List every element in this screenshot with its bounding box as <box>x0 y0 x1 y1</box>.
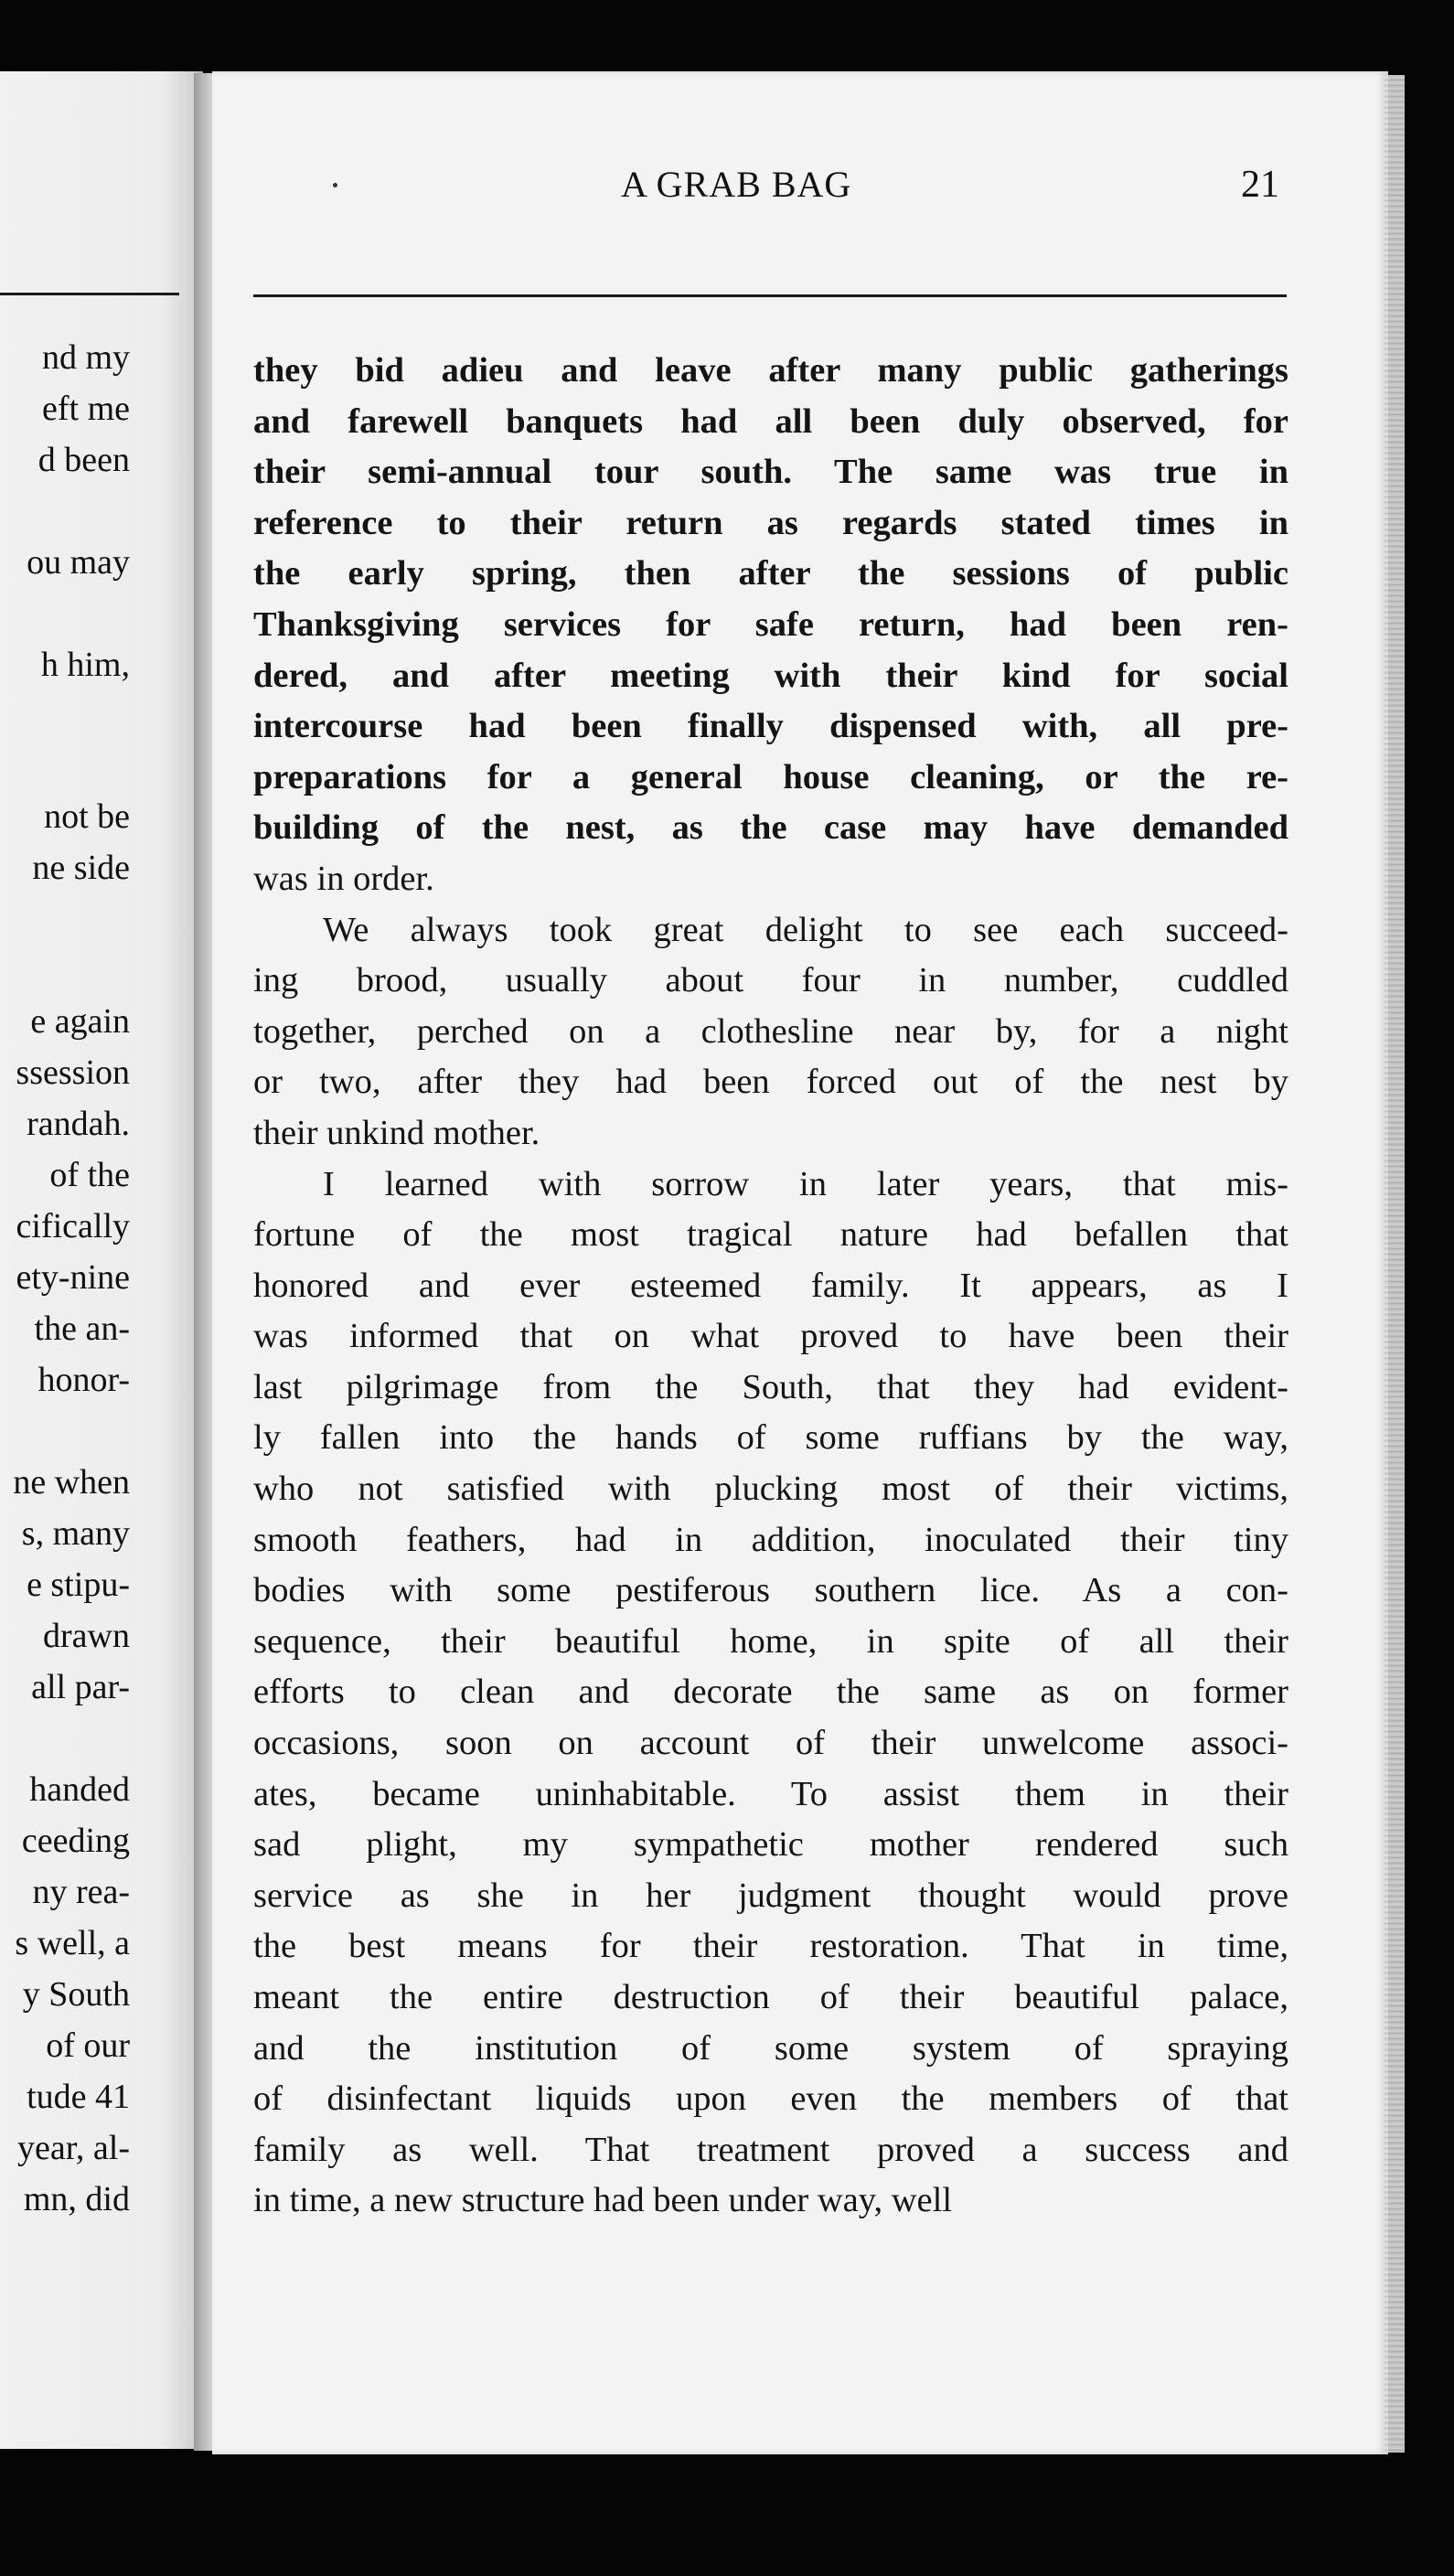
left-page-line: randah. <box>27 1105 130 1143</box>
text-line: efforts to clean and decorate the same as on former <box>253 1673 1288 1712</box>
text-line: reference to their return as regards stated times in <box>253 503 1288 542</box>
text-line: or two, after they had been forced out of the nest by <box>253 1063 1288 1102</box>
text-line: sad plight, my sympathetic mother rendered such <box>253 1825 1288 1865</box>
left-page-line: mn, did <box>23 2180 130 2218</box>
text-line: intercourse had been finally dispensed with, all pre- <box>253 707 1288 746</box>
left-page-line: e stipu- <box>27 1566 130 1604</box>
page-edges <box>1385 75 1405 2453</box>
text-line: service as she in her judgment thought would prove <box>253 1876 1288 1915</box>
text-line: the best means for their restoration. That in time, <box>253 1927 1288 1966</box>
text-line: honored and ever esteemed family. It appears, as I <box>253 1266 1288 1305</box>
dust-speck <box>333 183 337 187</box>
left-page-line: ceeding <box>21 1822 130 1860</box>
text-line: family as well. That treatment proved a success and <box>253 2130 1288 2169</box>
text-line: their unkind mother. <box>253 1113 540 1152</box>
left-page-line: drawn <box>43 1617 130 1655</box>
left-page-line: ou may <box>27 543 130 582</box>
left-page-line: eft me <box>41 390 130 428</box>
text-line: in time, a new structure had been under way, well <box>253 2181 953 2220</box>
paragraph <box>253 346 1288 905</box>
left-page-line: ny rea- <box>32 1873 130 1911</box>
left-page-line: of the <box>49 1156 130 1194</box>
left-page-line: ssession <box>16 1053 130 1092</box>
left-page-line: of our <box>46 2026 130 2065</box>
left-page-line: handed <box>29 1770 130 1809</box>
text-line: preparations for a general house cleaning, or the re- <box>253 757 1288 796</box>
running-head: A GRAB BAG <box>621 164 852 205</box>
text-line: and farewell banquets had all been duly observed, for <box>253 401 1288 441</box>
left-page-line: s, many <box>21 1514 130 1553</box>
text-line: was informed that on what proved to have been their <box>253 1317 1288 1356</box>
text-line: Thanksgiving services for safe return, had been ren- <box>253 604 1288 644</box>
paragraph <box>253 1160 1288 2227</box>
left-page-header-rule <box>0 293 179 295</box>
left-page-line: e again <box>30 1002 130 1041</box>
text-line: fortune of the most tragical nature had befallen that <box>253 1215 1288 1255</box>
left-page-line: d been <box>37 441 130 479</box>
left-page-line: s well, a <box>15 1924 130 1962</box>
text-line: was in order. <box>253 859 434 898</box>
text-line: building of the nest, as the case may have demanded <box>253 808 1288 848</box>
page-header <box>0 163 1289 218</box>
text-line: ly fallen into the hands of some ruffians by the way, <box>253 1418 1288 1458</box>
left-page-line: ne when <box>13 1463 130 1502</box>
text-line: I learned with sorrow in later years, that mis- <box>323 1164 1288 1203</box>
text-line: they bid adieu and leave after many public gatherings <box>253 351 1288 390</box>
text-line: their semi-annual tour south. The same was true in <box>253 453 1288 492</box>
left-page-line: year, al- <box>17 2129 130 2167</box>
text-line: and the institution of some system of spraying <box>253 2028 1288 2068</box>
text-line: meant the entire destruction of their beautiful palace, <box>253 1978 1288 2016</box>
header-rule <box>253 294 1287 297</box>
left-page-line: h him, <box>40 646 130 684</box>
text-line: bodies with some pestiferous southern lice. As a con- <box>253 1571 1288 1610</box>
left-page-line: ety-nine <box>16 1258 130 1297</box>
body-text <box>253 346 1288 2227</box>
left-page-line: cifically <box>16 1207 130 1245</box>
paragraph <box>253 905 1288 1160</box>
left-page-line: tude 41 <box>27 2078 130 2116</box>
text-line: ates, became uninhabitable. To assist them in their <box>253 1774 1288 1813</box>
text-line: ing brood, usually about four in number, cuddled <box>253 961 1288 1000</box>
text-line: occasions, soon on account of their unwelcome associ- <box>253 1724 1288 1763</box>
text-line: who not satisfied with plucking most of their victims, <box>253 1470 1288 1509</box>
left-facing-page <box>0 71 203 2449</box>
text-line: last pilgrimage from the South, that they had evident- <box>253 1367 1288 1406</box>
text-line: of disinfectant liquids upon even the members of that <box>253 2079 1288 2119</box>
text-line: smooth feathers, had in addition, inoculated their tiny <box>253 1520 1288 1559</box>
left-page-line: not be <box>44 797 130 836</box>
left-page-line: y South <box>22 1975 130 2014</box>
text-line: We always took great delight to see each succeed- <box>323 910 1288 949</box>
left-page-line: ne side <box>32 849 130 887</box>
left-page-line: all par- <box>31 1668 130 1706</box>
text-line: sequence, their beautiful home, in spite of all their <box>253 1621 1288 1661</box>
text-line: together, perched on a clothesline near by, for a night <box>253 1011 1288 1051</box>
left-page-line: the an- <box>34 1309 130 1348</box>
left-page-line: nd my <box>41 338 130 377</box>
page-number: 21 <box>1241 164 1279 206</box>
left-page-line: honor- <box>37 1361 130 1399</box>
text-line: the early spring, then after the sessions of public <box>253 554 1288 593</box>
text-line: dered, and after meeting with their kind for social <box>253 656 1288 695</box>
